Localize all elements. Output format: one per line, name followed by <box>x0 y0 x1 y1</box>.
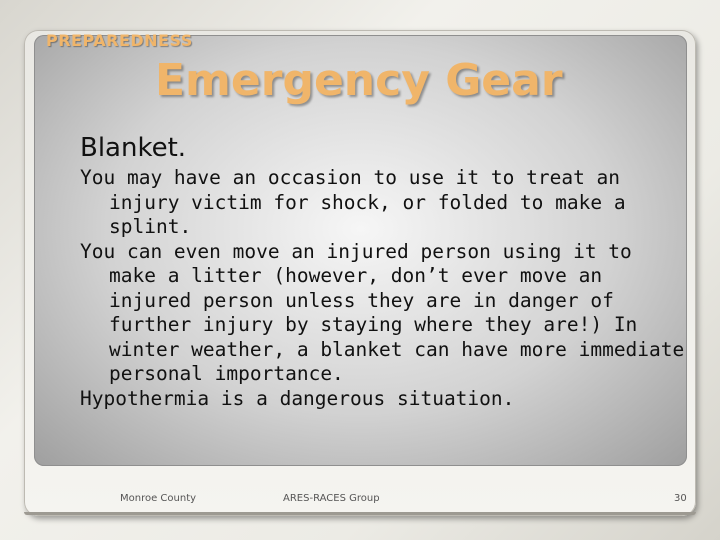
section-label: PREPAREDNESS <box>46 31 193 50</box>
body-paragraph: You can even move an injured person using it to make a litter (however, don’t ever move an injured person unless they are in danger of further injury by staying where they are!) In winter weather, a blanket can have more immediate personal importance. <box>80 239 685 385</box>
slide-subtitle: Blanket. <box>80 133 187 163</box>
body-paragraph: Hypothermia is a dangerous situation. <box>80 386 515 410</box>
footer-page-number: 30 <box>674 493 687 504</box>
frame-bottom-edge <box>24 512 696 515</box>
footer-group: ARES-RACES Group <box>283 493 380 504</box>
slide-body <box>80 166 685 411</box>
body-paragraph: You may have an occasion to use it to treat an injury victim for shock, or folded to make a splint. <box>80 166 626 238</box>
slide-title: Emergency Gear <box>155 55 563 106</box>
footer-organization: Monroe County <box>120 493 197 504</box>
